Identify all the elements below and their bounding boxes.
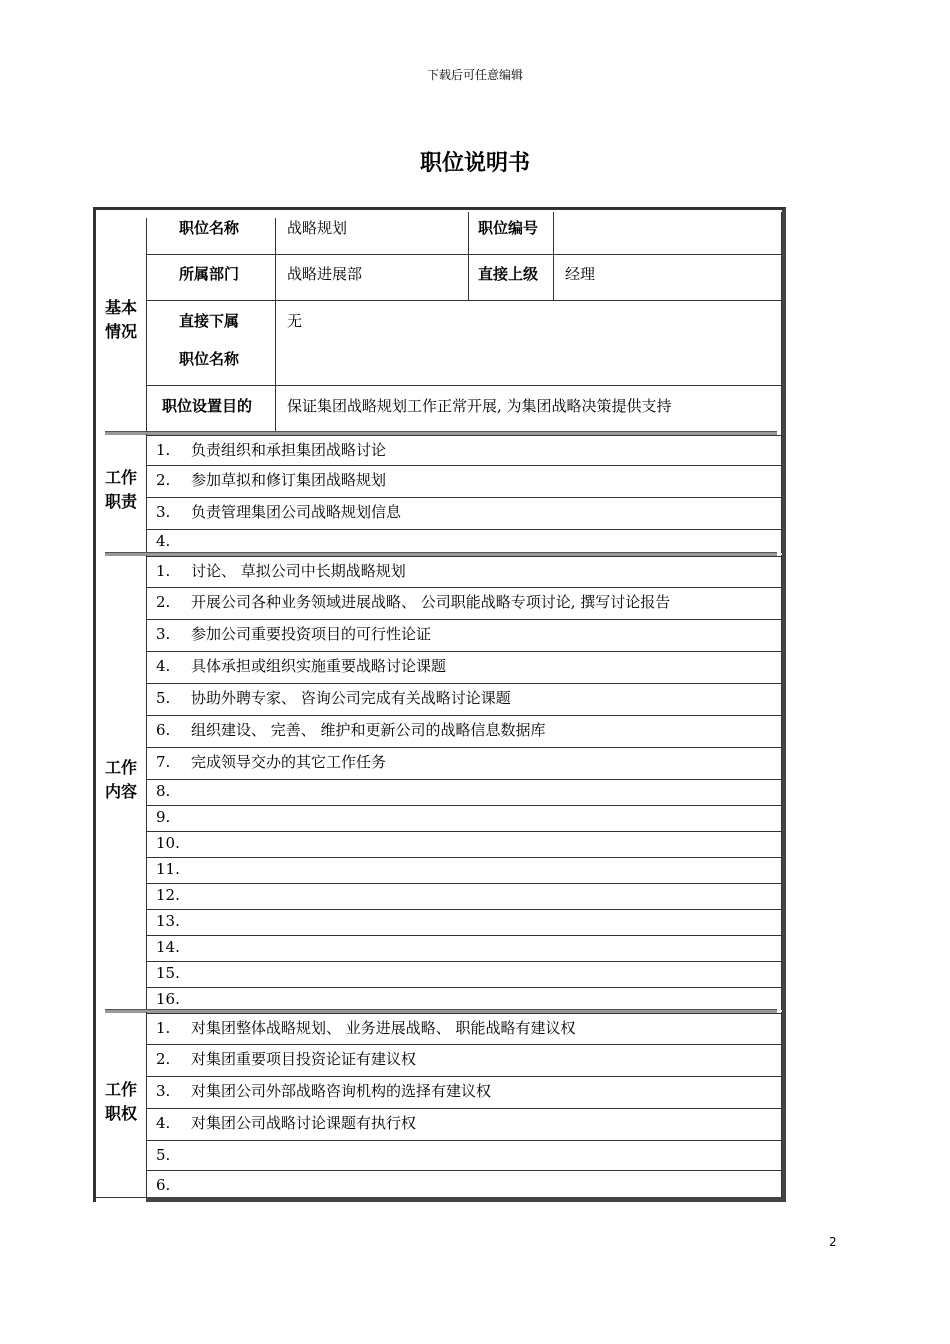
row-text: 负责管理集团公司战略规划信息 [191, 503, 402, 521]
content-row [147, 857, 782, 883]
duties-row [147, 497, 782, 529]
page-header: 下载后可任意编辑 [426, 68, 523, 82]
basic-row-line-1 [147, 254, 782, 255]
row-text: 参加公司重要投资项目的可行性论证 [191, 625, 432, 643]
row-number: 3. [156, 1082, 171, 1100]
row-text: 组织建设、 完善、 维护和更新公司的战略信息数据库 [191, 721, 546, 739]
row-number: 2. [156, 593, 171, 611]
content-row [147, 831, 782, 857]
page-number: 2 [829, 1235, 837, 1249]
content-row [147, 619, 782, 651]
subordinate-value: 无 [287, 312, 303, 330]
row-text: 具体承担或组织实施重要战略讨论课题 [191, 657, 447, 675]
section-label-basic [96, 296, 146, 344]
page-title: 职位说明书 [419, 151, 530, 176]
row-number: 7. [156, 753, 171, 771]
authority-row [147, 1076, 782, 1108]
basic-mid-divider [468, 212, 469, 301]
row-number: 9. [156, 808, 171, 826]
basic-mid-divider-2 [553, 212, 554, 301]
row-number: 2. [156, 471, 171, 489]
content-row [147, 883, 782, 909]
row-number: 1. [156, 1019, 171, 1037]
section-label-authority [96, 1078, 146, 1126]
content-row [147, 651, 782, 683]
row-text: 对集团重要项目投资论证有建议权 [191, 1050, 417, 1068]
content-row [147, 909, 782, 935]
row-number: 4. [156, 532, 171, 550]
row-number: 6. [156, 1176, 171, 1194]
superior-value: 经理 [565, 265, 596, 283]
authority-row [147, 1013, 782, 1044]
row-text: 对集团公司外部战略咨询机构的选择有建议权 [191, 1082, 492, 1100]
row-number: 11. [156, 860, 180, 878]
content-row [147, 587, 782, 619]
subordinate-label-line1: 直接下属 [179, 312, 240, 330]
position-code-label: 职位编号 [478, 219, 539, 237]
row-number: 1. [156, 441, 171, 459]
content-row [147, 935, 782, 961]
duties-row [147, 435, 782, 465]
row-text: 完成领导交办的其它工作任务 [191, 753, 387, 771]
authority-row [147, 1108, 782, 1140]
subordinate-label-line2: 职位名称 [179, 350, 240, 368]
table-bottom-border-left [93, 1197, 146, 1198]
basic-left-divider [146, 218, 147, 432]
authority-row [147, 1044, 782, 1076]
position-name-value: 战略规划 [287, 219, 348, 237]
row-number: 12. [156, 886, 180, 904]
section-label-duties-text: 工作 职责 [104, 468, 137, 511]
duties-row [147, 465, 782, 497]
purpose-label: 职位设置目的 [162, 397, 253, 415]
basic-label-divider [275, 218, 276, 432]
row-number: 14. [156, 938, 180, 956]
row-number: 2. [156, 1050, 171, 1068]
content-row [147, 715, 782, 747]
row-number: 5. [156, 689, 171, 707]
row-text: 对集团公司战略讨论课题有执行权 [191, 1114, 417, 1132]
row-text: 开展公司各种业务领域进展战略、 公司职能战略专项讨论, 撰写讨论报告 [191, 593, 671, 611]
content-row [147, 961, 782, 987]
content-row [147, 556, 782, 587]
row-number: 16. [156, 990, 180, 1008]
row-text: 负责组织和承担集团战略讨论 [191, 441, 387, 459]
row-text: 讨论、 草拟公司中长期战略规划 [191, 562, 406, 580]
content-row [147, 747, 782, 779]
authority-row [147, 1170, 782, 1200]
row-number: 5. [156, 1146, 171, 1164]
section-label-authority-text: 工作 职权 [104, 1080, 137, 1123]
basic-right-border [781, 212, 782, 434]
basic-row-line-2 [147, 300, 782, 301]
basic-row-line-3 [147, 385, 782, 386]
superior-label: 直接上级 [478, 265, 539, 283]
row-number: 10. [156, 834, 180, 852]
content-row [147, 779, 782, 805]
row-number: 15. [156, 964, 180, 982]
row-number: 3. [156, 503, 171, 521]
row-number: 8. [156, 782, 171, 800]
row-number: 1. [156, 562, 171, 580]
section-label-content-text: 工作 内容 [104, 758, 137, 801]
position-name-label: 职位名称 [179, 219, 240, 237]
authority-row [147, 1140, 782, 1170]
row-number: 4. [156, 657, 171, 675]
department-value: 战略进展部 [287, 265, 363, 283]
purpose-value: 保证集团战略规划工作正常开展, 为集团战略决策提供支持 [287, 397, 672, 415]
section-label-duties [96, 466, 146, 514]
row-number: 6. [156, 721, 171, 739]
content-row [147, 683, 782, 715]
section-label-content [96, 756, 146, 804]
row-text: 协助外聘专家、 咨询公司完成有关战略讨论课题 [191, 689, 511, 707]
row-number: 3. [156, 625, 171, 643]
content-row [147, 805, 782, 831]
department-label: 所属部门 [179, 265, 240, 283]
row-number: 13. [156, 912, 180, 930]
row-number: 4. [156, 1114, 171, 1132]
section-label-basic-text: 基本 情况 [104, 298, 137, 341]
row-text: 参加草拟和修订集团战略规划 [191, 471, 387, 489]
row-text: 对集团整体战略规划、 业务进展战略、 职能战略有建议权 [191, 1019, 576, 1037]
